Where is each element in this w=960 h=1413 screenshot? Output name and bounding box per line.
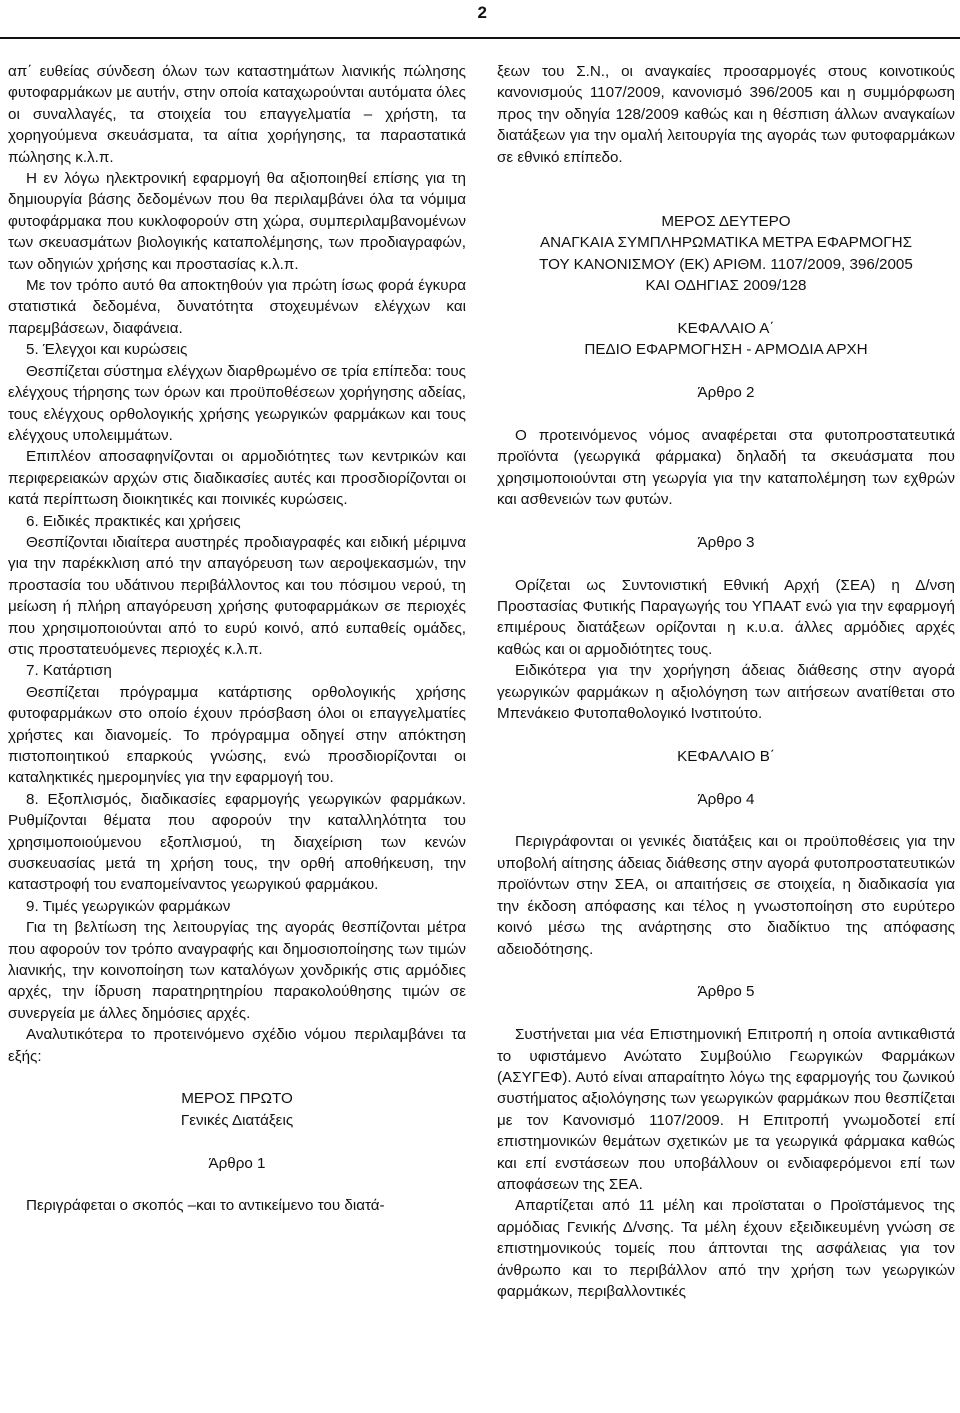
paragraph: Απαρτίζεται από 11 μέλη και προϊσταται ο Προϊστάμενος της αρμόδιας Γενικής Δ/νσης. Τα μέλη έχουν εξειδικευμένη γνώση σε επιστημονικούς τομείς που άπτονται της ασφάλειας για τον άνθρωπο και το περιβάλλον από την χρήση των γεωργικών φαρμάκων, περιβαλλοντικές: [497, 1197, 955, 1300]
paragraph: Για τη βελτίωση της λειτουργίας της αγοράς θεσπίζονται μέτρα που αφορούν τον τρόπο αναγραφής και δημοσιοποίησης των τιμών λιανικής, την κοινοποίηση των καταλόγων χονδρικής στις αρμόδιες αρχές, την ίδρυση παρατηρητηρίου παρακολούθησης τιμών σε συνεργεία με άλλες δημόσιες αρχές.: [8, 919, 466, 1022]
article-heading: Άρθρο 4: [697, 790, 755, 808]
section-heading: 7. Κατάρτιση: [26, 662, 112, 680]
paragraph-text: Ρυθμίζονται θέματα που αφορούν την καταλληλότητα του χρησιμοποιούμενου εξοπλισμού, τη διαχείριση των κενών συσκευασίας μετά τη χρήση τους, την ορθή αποθήκευση, την καταστροφή του εναπομείναντος γεωργικού φαρμάκου.: [8, 812, 466, 894]
section-heading: 9. Τιμές γεωργικών φαρμάκων: [26, 897, 231, 915]
paragraph: Ορίζεται ως Συντονιστική Εθνική Αρχή (ΣΕΑ) η Δ/νση Προστασίας Φυτικής Παραγωγής του ΥΠΑΑΤ ενώ για την εφαρμογή επιμέρους διατάξεων ορίζονται η κ.υ.α. άλλες αρμόδιες αρχές καθώς και οι αρμοδιότητες τους.: [497, 576, 955, 658]
part-heading: ΤΟΥ ΚΑΝΟΝΙΣΜΟΥ (ΕΚ) ΑΡΙΘΜ. 1107/2009, 396/2005: [539, 255, 913, 273]
part-heading: ΑΝΑΓΚΑΙΑ ΣΥΜΠΛΗΡΩΜΑΤΙΚΑ ΜΕΤΡΑ ΕΦΑΡΜΟΓΗΣ: [540, 234, 912, 252]
paragraph: Η εν λόγω ηλεκτρονική εφαρμογή θα αξιοποιηθεί επίσης για τη δημιουργία βάσης δεδομένων που θα περιλαμβάνει όλα τα νόμιμα φυτοφάρμακα που κυκλοφορούν στη χώρα, συμπεριλαμβανομένων των σκευασμάτων βιολογικής καταπολέμησης, των προδιαγραφών, των οδηγιών χρήσης και προστασίας κ.λ.π.: [8, 170, 466, 273]
paragraph: Αναλυτικότερα το προτεινόμενο σχέδιο νόμου περιλαμβάνει τα εξής:: [8, 1026, 466, 1065]
paragraph: Περιγράφεται ο σκοπός –και το αντικείμενο του διατά-: [26, 1197, 385, 1215]
section-heading: 8. Εξοπλισμός, διαδικασίες εφαρμογής γεωργικών φαρμάκων.: [26, 790, 466, 808]
left-column: [8, 61, 466, 1217]
article-heading: Άρθρο 2: [697, 384, 755, 402]
paragraph: απ΄ ευθείας σύνδεση όλων των καταστημάτων λιανικής πώλησης φυτοφαρμάκων με αυτήν, στην οποία καταχωρούνται αυτόματα όλες οι συναλλαγές, τα στοιχεία του επαγγελματία – χρήστη, τα χορηγούμενα σκευάσματα, τα αίτια χορήγησης, τα παραστατικά πώλησης κ.λ.π.: [8, 63, 466, 166]
paragraph: Επιπλέον αποσαφηνίζονται οι αρμοδιότητες των κεντρικών και περιφερειακών αρχών στις διαδικασίες αυτές και προσδιορίζονται οι κατά περίπτωση διοικητικές και ποινικές κυρώσεις.: [8, 448, 466, 509]
paragraph: Ειδικότερα για την χορήγηση άδειας διάθεσης στην αγορά γεωργικών φαρμάκων η αξιολόγηση των αιτήσεων ανατίθεται στο Μπενάκειο Φυτοπαθολογικό Ινστιτούτο.: [497, 662, 955, 723]
chapter-heading: ΚΕΦΑΛΑΙΟ Α΄: [677, 319, 775, 337]
paragraph: Θεσπίζεται σύστημα ελέγχων διαρθρωμένο σε τρία επίπεδα: τους ελέγχους τήρησης των όρων και προϋποθέσεων χορήγησης αδείας, τους ελέγχους ορθολογικής χρήσης γεωργικών φαρμάκων και τους ελέγχους υπολειμμάτων.: [8, 362, 466, 444]
paragraph: Θεσπίζονται ιδιαίτερα αυστηρές προδιαγραφές και ειδική μέριμνα για την παρέκκλιση από την απαγόρευση των αεροψεκασμών, την προστασία του υδάτινου περιβάλλοντος και του πόσιμου νερού, τη μείωση ή πλήρη απαγόρευση χρήσης φυτοφαρμάκων σε περιοχές που χρησιμοποιούνται από το ευρύ κοινό, από ευπαθείς ομάδες, στις προστατευόμενες περιοχές κ.λ.π.: [8, 533, 466, 658]
part-heading: ΜΕΡΟΣ ΔΕΥΤΕΡΟ: [661, 212, 791, 230]
paragraph: ξεων του Σ.Ν., οι αναγκαίες προσαρμογές στους κοινοτικούς κανονισμούς 1107/2009, κανονισμό 396/2005 και η συμμόρφωση προς την οδηγία 128/2009 καθώς και η θέσπιση άλλων αναγκαίων διατάξεων για την ομαλή λειτουργία της αγοράς των φυτοφαρμάκων σε εθνικό επίπεδο.: [497, 63, 955, 166]
article-heading: Άρθρο 5: [697, 983, 755, 1001]
part-heading: ΜΕΡΟΣ ΠΡΩΤΟ: [181, 1090, 293, 1108]
page-number: 2: [477, 3, 487, 22]
section-heading: 6. Ειδικές πρακτικές και χρήσεις: [26, 512, 241, 530]
chapter-heading: ΚΕΦΑΛΑΙΟ Β΄: [677, 747, 775, 765]
paragraph: Ο προτεινόμενος νόμος αναφέρεται στα φυτοπροστατευτικά προϊόντα (γεωργικά φάρμακα) δηλαδή τα σκευάσματα που χρησιμοποιούνται στη γεωργία για την καταπολέμηση των εχθρών και ασθενειών των φυτών.: [497, 426, 955, 509]
paragraph: Θεσπίζεται πρόγραμμα κατάρτισης ορθολογικής χρήσης φυτοφαρμάκων στο οποίο έχουν πρόσβαση όλοι οι επαγγελματίες χρήστες και διανομείς. Το πρόγραμμα οδηγεί στην απόκτηση πιστοποιητικού επαρκούς γνώσης, ενώ προσδιορίζονται οι καταληκτικές ημερομηνίες για την εφαρμογή του.: [8, 683, 466, 787]
part-subheading: Γενικές Διατάξεις: [180, 1111, 294, 1129]
paragraph: Με τον τρόπο αυτό θα αποκτηθούν για πρώτη ίσως φορά έγκυρα στατιστικά δεδομένα, δυνατότητα στοχευμένων ελέγχων και παρεμβάσεων, διαφάνεια.: [8, 277, 466, 337]
article-heading: Άρθρο 3: [697, 533, 755, 551]
paragraph: Συστήνεται μια νέα Επιστημονική Επιτροπή η οποία αντικαθιστά το υφιστάμενο Ανώτατο Συμβούλιο Γεωργικών Φαρμάκων (ΑΣΥΓΕΦ). Αυτό είναι απαραίτητο λόγω της εφαρμογής του ζωνικού συστήματος αξιολόγησης των γεωργικών φαρμάκων που θεσπίζεται με τον Κανονισμό 1107/2009. Η Επιτροπή γνωμοδοτεί επί επιστημονικών θεμάτων σχετικών με τα γεωργικά φάρμακα καθώς και επί ενστάσεων που υποβάλλουν οι ενδιαφερόμενοι επί των αποφάσεων της ΣΕΑ.: [497, 1026, 955, 1193]
article-heading: Άρθρο 1: [208, 1154, 266, 1172]
paragraph: [8, 789, 466, 896]
part-heading: ΚΑΙ ΟΔΗΓΙΑΣ 2009/128: [645, 277, 807, 295]
header-rule: [0, 37, 960, 39]
right-column: [497, 61, 955, 1302]
chapter-subheading: ΠΕΔΙΟ ΕΦΑΡΜΟΓΗΣΗ - ΑΡΜΟΔΙΑ ΑΡΧΗ: [584, 341, 868, 359]
section-heading: 5. Έλεγχοι και κυρώσεις: [26, 341, 188, 359]
paragraph: Περιγράφονται οι γενικές διατάξεις και οι προϋποθέσεις για την υποβολή αίτησης άδειας διάθεσης στην αγορά φυτοπροστατευτικών προϊόντων στην ΣΕΑ, οι απαιτήσεις σε στοιχεία, η διαδικασία για την έκδοση απόφασης και τέλος η γνωστοποίηση στο ευρύτερο κοινό μέσω της ανάρτησης στο διαδίκτυο της απόφασης αδειοδότησης.: [497, 833, 955, 958]
